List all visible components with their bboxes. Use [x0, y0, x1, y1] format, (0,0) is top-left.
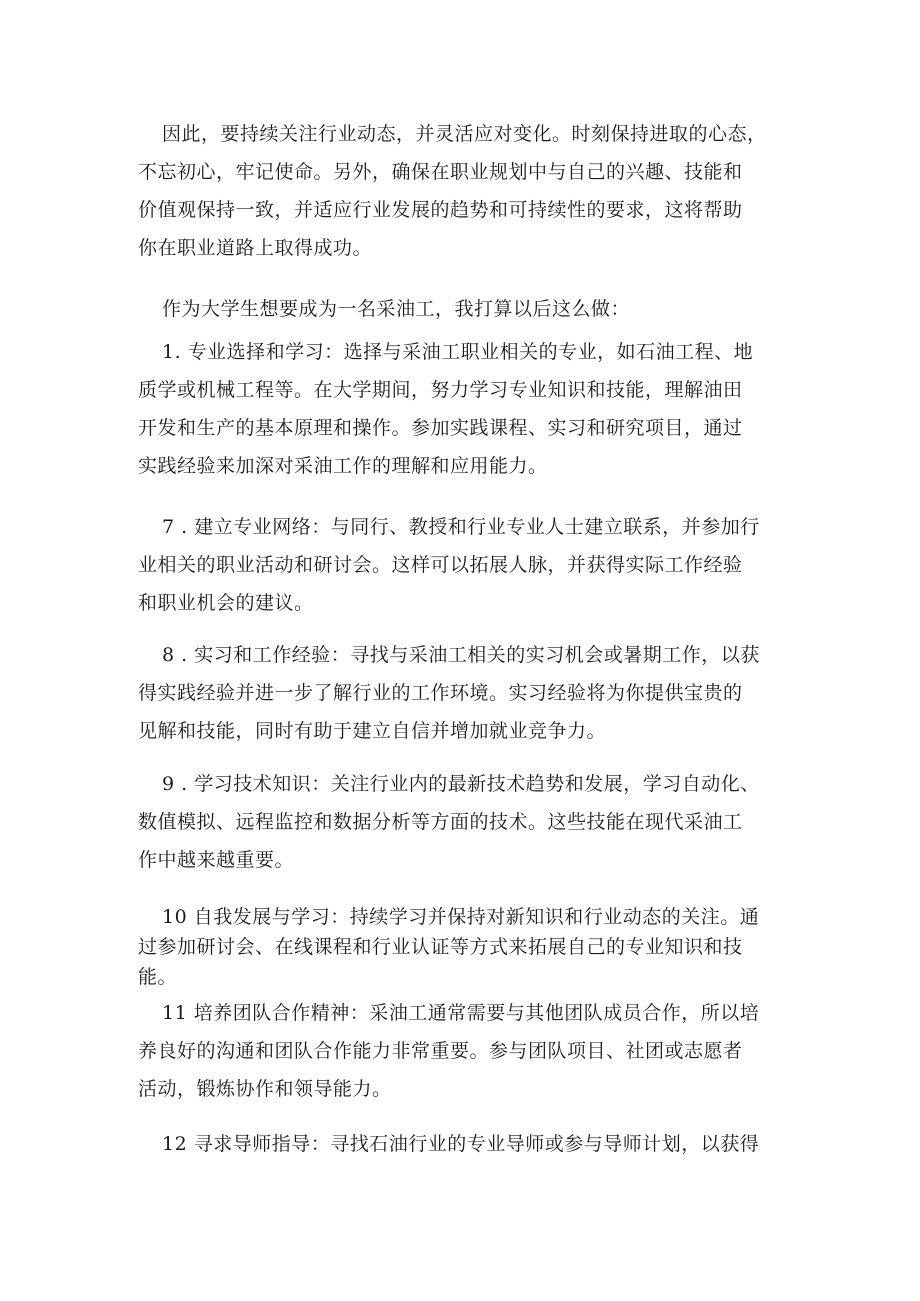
text-line: 质学或机械工程等。在大学期间，努力学习专业知识和技能，理解油田 — [138, 379, 743, 401]
text-line: 1. 专业选择和学习：选择与采油工职业相关的专业，如石油工程、地 — [162, 341, 754, 363]
list-item-10 — [138, 902, 788, 992]
text-line: 数值模拟、远程监控和数据分析等方面的技术。这些技能在现代采油工 — [138, 811, 743, 833]
text-line: 过参加研讨会、在线课程和行业认证等方式来拓展自己的专业知识和技 — [138, 936, 743, 958]
paragraph-conclusion — [138, 115, 788, 267]
text-line: 作中越来越重要。 — [138, 849, 295, 871]
paragraph-intro — [138, 290, 788, 328]
text-line: 9 . 学习技术知识：关注行业内的最新技术趋势和发展，学习自动化、 — [162, 773, 760, 795]
text-line: 不忘初心，牢记使命。另外，确保在职业规划中与自己的兴趣、技能和 — [138, 161, 743, 183]
list-item-11 — [138, 994, 788, 1108]
text-line: 12 寻求导师指导：寻找石油行业的专业导师或参与导师计划，以获得 — [162, 1133, 760, 1155]
list-item-9 — [138, 765, 788, 879]
list-item-12 — [138, 1125, 788, 1163]
text-line: 和职业机会的建议。 — [138, 592, 314, 614]
text-line: 因此，要持续关注行业动态，并灵活应对变化。时刻保持进取的心态， — [162, 123, 767, 145]
text-line: 养良好的沟通和团队合作能力非常重要。参与团队项目、社团或志愿者 — [138, 1040, 743, 1062]
text-line: 见解和技能，同时有助于建立自信并增加就业竞争力。 — [138, 720, 607, 742]
list-item-8 — [138, 636, 788, 750]
text-line: 活动，锻炼协作和领导能力。 — [138, 1078, 392, 1100]
list-item-1 — [138, 333, 788, 485]
text-line: 实践经验来加深对采油工作的理解和应用能力。 — [138, 455, 548, 477]
text-line: 价值观保持一致，并适应行业发展的趋势和可持续性的要求，这将帮助 — [138, 199, 743, 221]
list-item-7 — [138, 508, 788, 622]
text-line: 得实践经验并进一步了解行业的工作环境。实习经验将为你提供宝贵的 — [138, 682, 743, 704]
text-line: 10 自我发展与学习：持续学习并保持对新知识和行业动态的关注。通 — [162, 906, 760, 928]
text-line: 11 培养团队合作精神：采油工通常需要与其他团队成员合作，所以培 — [162, 1002, 760, 1024]
text-line: 作为大学生想要成为一名采油工，我打算以后这么做： — [162, 298, 631, 320]
text-line: 开发和生产的基本原理和操作。参加实践课程、实习和研究项目，通过 — [138, 417, 743, 439]
text-line: 你在职业道路上取得成功。 — [138, 237, 373, 259]
text-line: 8 . 实习和工作经验：寻找与采油工相关的实习机会或暑期工作，以获 — [162, 644, 760, 666]
text-line: 业相关的职业活动和研讨会。这样可以拓展人脉，并获得实际工作经验 — [138, 554, 743, 576]
text-line: 7 . 建立专业网络：与同行、教授和行业专业人士建立联系，并参加行 — [162, 516, 760, 538]
text-line: 能。 — [138, 966, 178, 988]
